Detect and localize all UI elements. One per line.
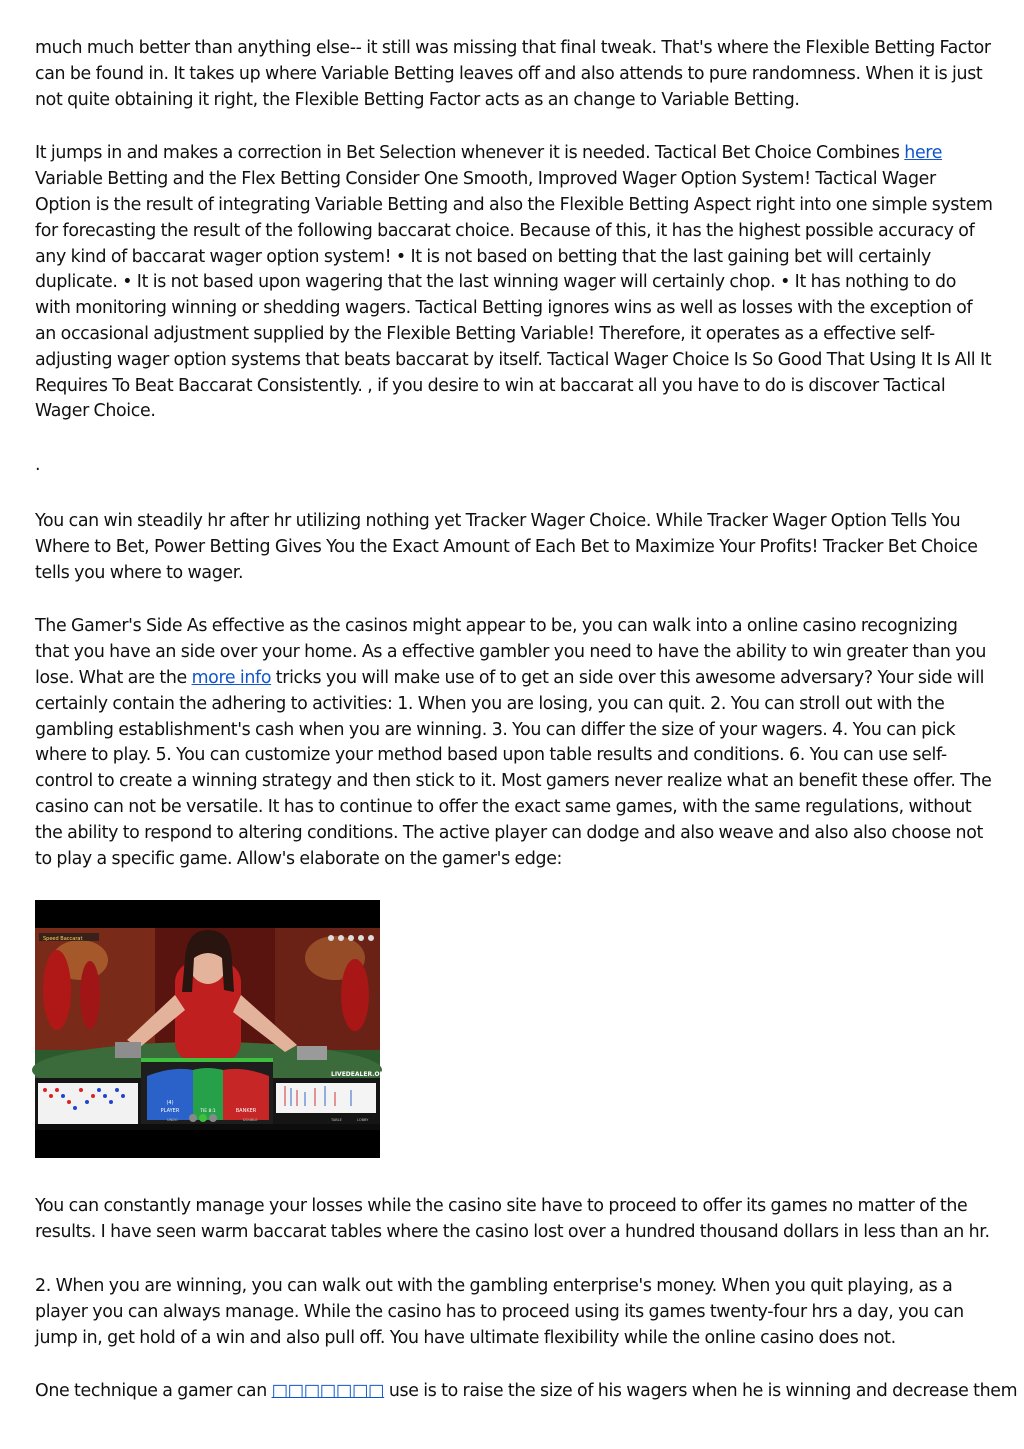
tie-spot-label: TIE 8:1 [200, 1109, 216, 1115]
table-label: TABLE [331, 1118, 342, 1123]
paragraph-text: tricks you will make use of to get an side over this awesome adversary? Your side will certainly contain the adhering to activities: 1. When you are losing, you can quit. 2. You can stroll out with the gambling establishment's cash when you are winning. 3. You can differ the size of your wagers. 4. You can pick where to play. 5. You can customize your method based upon table results and conditions. 6. You can use self-control to create a winning strategy and then stick to it. Most gamers never realize what an benefit these offer. The casino can not be versatile. It has to continue to offer the exact same games, with the same regulations, without the ability to respond to altering conditions. The active player can dodge and also weave and also also choose not to play a specific game. Allow's elaborate on the gamer's edge: [35, 667, 992, 869]
separator-dot: . [35, 455, 41, 476]
paragraph-flexible-betting: much much better than anything else-- it still was missing that final tweak. That's where the Flexible Betting Factor can be found in. It takes up where Variable Betting leaves off and also attends to pure randomness. When it is just not quite obtaining it right, the Flexible Betting Factor acts as an change to Variable Betting. [35, 38, 991, 110]
more-info-link[interactable]: more info [191, 667, 272, 688]
undo-label: UNDO [167, 1118, 178, 1123]
paragraph-text: use is to raise the size of his wagers when he is winning and decrease them [384, 1381, 1018, 1402]
paragraph-text: One technique a gamer can [35, 1381, 272, 1402]
paragraph-walk-out-winning: 2. When you are winning, you can walk out with the gambling enterprise's money. When you quit playing, as a player you can always manage. While the casino has to proceed using its games twenty-four hrs a day, you can jump in, get hold of a win and also pull off. You have ultimate flexibility while the online casino does not. [35, 1275, 964, 1348]
paragraph-tracker-wager: You can win steadily hr after hr utilizing nothing yet Tracker Wager Choice. While Tracker Wager Option Tells You Where to Bet, Power Betting Gives You the Exact Amount of Each Bet to Maximize Your Profits! Tracker Bet Choice tells you where to wager. [35, 510, 978, 583]
document-page [35, 36, 1018, 1433]
banker-spot-label: BANKER [235, 1108, 257, 1115]
video-still [35, 900, 390, 1158]
lobby-label: LOBBY [357, 1118, 369, 1123]
paragraph-text: It jumps in and makes a correction in Bet Selection whenever it is needed. Tactical Bet Choice Combines [35, 143, 905, 164]
video-watermark: LIVEDEALER.ORG [331, 1071, 390, 1079]
video-overlay-title: Speed Baccarat [43, 936, 83, 943]
paragraph-gamers-side [35, 614, 993, 872]
paragraph-manage-losses: You can constantly manage your losses while the casino site have to proceed to offer its games no matter of the results. I have seen warm baccarat tables where the casino lost over a hundred thousand dollars in less than an hr. [35, 1196, 990, 1243]
video-thumbnail[interactable] [35, 900, 390, 1158]
paragraph-raise-wagers [35, 1379, 1018, 1405]
player-score: (4) [166, 1100, 174, 1107]
here-link[interactable]: here [904, 143, 943, 164]
player-spot-label: PLAYER [160, 1108, 180, 1115]
paragraph-tactical-bet-choice [35, 141, 993, 425]
double-label: DOUBLE [243, 1118, 258, 1123]
foreign-text-link[interactable]: □□□□□□□ [271, 1381, 385, 1402]
paragraph-text: The Gamer's Side As effective as the casinos might appear to be, you can walk into a online casino recognizing that you have an side over your home. As a effective gambler you need to have the ability to win greater than you lose. What are the [35, 616, 987, 688]
paragraph-text: Variable Betting and the Flex Betting Consider One Smooth, Improved Wager Option System! Tactical Wager Option is the result of integrating Variable Betting and also the Flexible Betting Aspect right into one simple system for forecasting the result of the following baccarat choice. Because of this, it has the highest possible accuracy of any kind of baccarat wager option system! • It is not based on betting that the last gaining bet will certainly duplicate. • It is not based upon wagering that the last winning wager will certainly chop. • It has nothing to do with monitoring winning or shedding wagers. Tactical Betting ignores wins as well as losses with the exception of an occasional adjustment supplied by the Flexible Betting Variable! Therefore, it operates as a effective self-adjusting wager option systems that beats baccarat by itself. Tactical Wager Choice Is So Good That Using It Is All It Requires To Beat Baccarat Consistently. , if you desire to win at baccarat all you have to do is discover Tactical Wager Choice. [35, 169, 993, 422]
